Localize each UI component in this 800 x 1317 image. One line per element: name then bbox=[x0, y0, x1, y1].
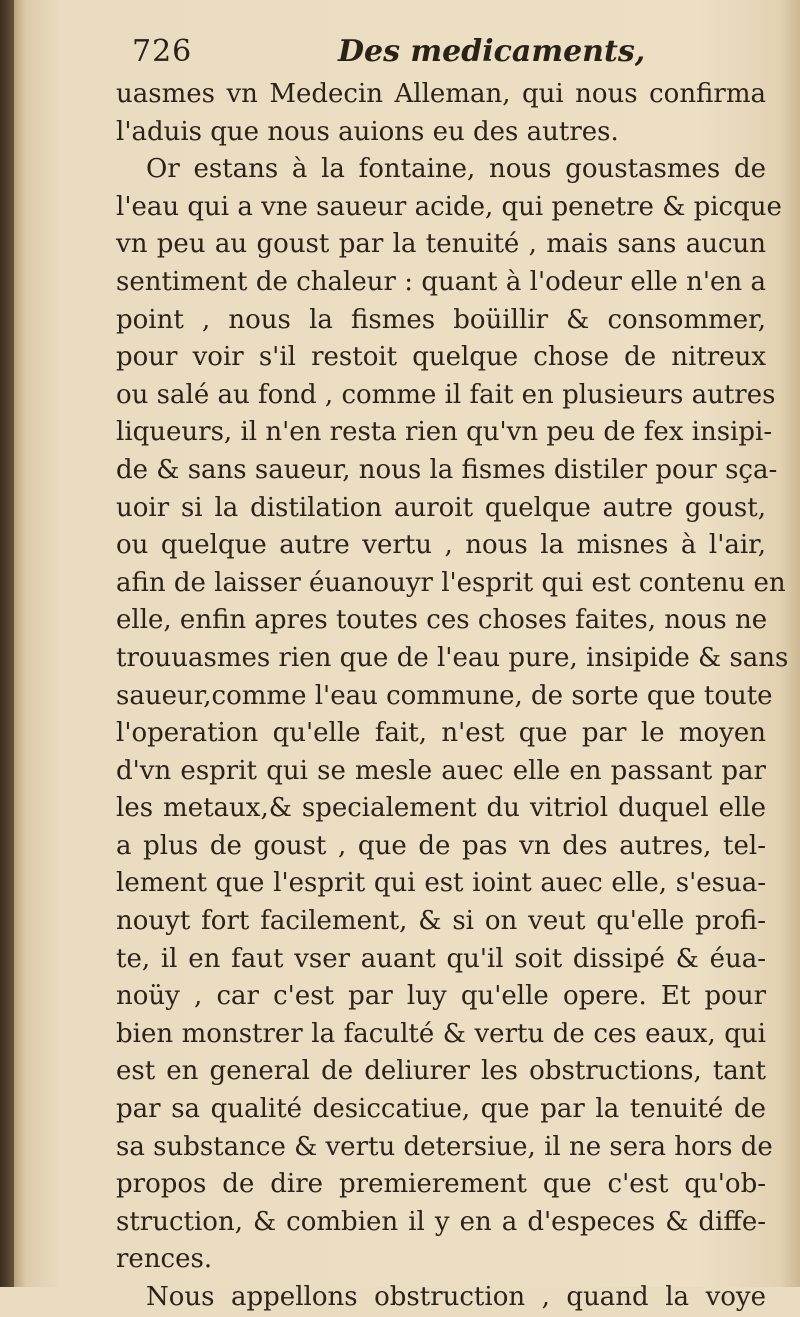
text-line: liqueurs, il n'en resta rien qu'vn peu de fex insipi- bbox=[116, 417, 773, 448]
text-line: pour voir s'il restoit quelque chose de nitreux bbox=[116, 342, 766, 373]
text-line: l'aduis que nous auions eu des autres. bbox=[116, 116, 619, 147]
page-number: 726 bbox=[132, 34, 193, 69]
text-line: l'eau qui a vne saueur acide, qui penetre & picque bbox=[116, 191, 782, 222]
text-line: de & sans saueur, nous la fismes distiler pour sça- bbox=[116, 454, 778, 485]
text-line: uoir si la distilation auroit quelque autre goust, bbox=[116, 492, 766, 523]
text-line: ou salé au fond , comme il fait en plusieurs autres bbox=[116, 379, 776, 410]
text-line: rences. bbox=[116, 1244, 213, 1275]
paragraph-start-line: Or estans à la fontaine, nous goustasmes de bbox=[146, 154, 766, 185]
text-line: ou quelque autre vertu , nous la misnes à l'air, bbox=[116, 530, 766, 561]
text-line: saueur,comme l'eau commune, de sorte que toute bbox=[116, 680, 773, 711]
body-text bbox=[116, 76, 789, 1317]
text-line: lement que l'esprit qui est ioint auec elle, s'esua- bbox=[116, 868, 766, 899]
text-line: les metaux,& specialement du vitriol duquel elle bbox=[116, 793, 766, 824]
text-line: sentiment de chaleur : quant à l'odeur elle n'en a bbox=[116, 266, 766, 297]
text-line: a plus de goust , que de pas vn des autres, tel- bbox=[116, 830, 766, 861]
text-line: par sa qualité desiccatiue, que par la tenuité de bbox=[116, 1094, 766, 1125]
page-header bbox=[132, 34, 772, 78]
text-line: nouyt fort facilement, & si on veut qu'elle profi- bbox=[116, 906, 766, 937]
text-line: bien monstrer la faculté & vertu de ces eaux, qui bbox=[116, 1018, 766, 1049]
text-line: afin de laisser éuanouyr l'esprit qui est contenu en bbox=[116, 567, 786, 598]
text-line: est en general de deliurer les obstructions, tant bbox=[116, 1056, 766, 1087]
text-line: l'operation qu'elle fait, n'est que par le moyen bbox=[116, 718, 766, 749]
text-line: elle, enfin apres toutes ces choses faites, nous ne bbox=[116, 605, 768, 636]
text-line: uasmes vn Medecin Alleman, qui nous confirma bbox=[116, 79, 766, 109]
text-line: noüy , car c'est par luy qu'elle opere. Et pour bbox=[116, 981, 766, 1012]
paragraph-start-line: Nous appellons obstruction , quand la voye bbox=[146, 1282, 766, 1312]
text-line: struction, & combien il y en a d'especes & diffe- bbox=[116, 1206, 766, 1237]
text-line: propos de dire premierement que c'est qu'ob- bbox=[116, 1169, 766, 1200]
text-line: trouuasmes rien que de l'eau pure, insipide & sans bbox=[116, 642, 789, 673]
book-spine-shadow bbox=[0, 0, 14, 1287]
text-line: point , nous la fismes boüillir & consommer, bbox=[116, 304, 766, 335]
text-line: vn peu au goust par la tenuité , mais sans aucun bbox=[116, 229, 766, 260]
text-line: sa substance & vertu detersiue, il ne sera hors de bbox=[116, 1131, 773, 1162]
text-line: d'vn esprit qui se mesle auec elle en passant par bbox=[116, 755, 766, 786]
running-title: Des medicaments, bbox=[338, 34, 646, 69]
text-line: te, il en faut vser auant qu'il soit dissipé & éua- bbox=[116, 943, 766, 974]
